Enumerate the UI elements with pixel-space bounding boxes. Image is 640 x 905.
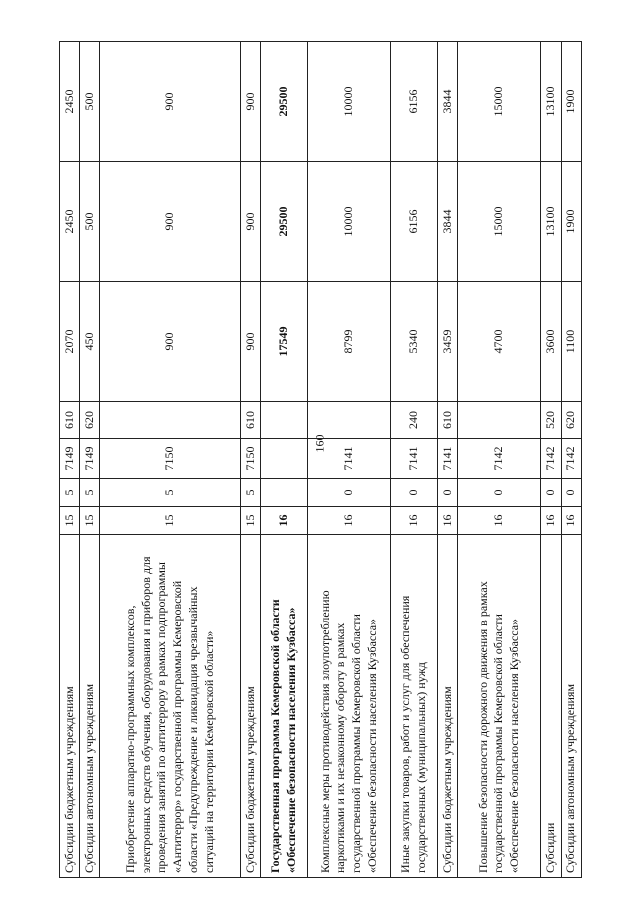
subprogram-code: 0 (458, 479, 541, 507)
value-year-2: 2450 (60, 162, 80, 282)
program-code: 15 (100, 507, 241, 535)
expense-type-code: 620 (561, 402, 581, 439)
value-year-3: 900 (241, 42, 261, 162)
table-row (561, 42, 581, 878)
value-year-3: 500 (80, 42, 100, 162)
value-year-2: 13100 (541, 162, 561, 282)
direction-code: 7142 (561, 439, 581, 479)
program-code: 16 (458, 507, 541, 535)
value-year-1: 450 (80, 282, 100, 402)
program-code: 16 (438, 507, 458, 535)
table-row (458, 42, 541, 878)
program-code: 16 (391, 507, 438, 535)
subprogram-code: 0 (438, 479, 458, 507)
subprogram-code: 0 (541, 479, 561, 507)
value-year-2: 3844 (438, 162, 458, 282)
subprogram-code: 0 (561, 479, 581, 507)
expense-type-code: 610 (241, 402, 261, 439)
program-code: 16 (541, 507, 561, 535)
direction-code: 7150 (241, 439, 261, 479)
program-code: 15 (60, 507, 80, 535)
row-name: Субсидии автономным учреждениям (80, 535, 100, 878)
expense-type-code (458, 402, 541, 439)
expense-type-code: 240 (391, 402, 438, 439)
direction-code: 7150 (100, 439, 241, 479)
table-row (60, 42, 80, 878)
table-row (241, 42, 261, 878)
direction-code: 7142 (458, 439, 541, 479)
budget-table (59, 41, 582, 878)
value-year-2: 29500 (261, 162, 308, 282)
table-row (80, 42, 100, 878)
direction-code: 7141 (308, 439, 391, 479)
direction-code: 7141 (391, 439, 438, 479)
expense-type-code: 520 (541, 402, 561, 439)
program-code: 16 (308, 507, 391, 535)
table-row (391, 42, 438, 878)
row-name: Субсидии (541, 535, 561, 878)
value-year-2: 900 (241, 162, 261, 282)
row-name: Субсидии бюджетным учреждениям (438, 535, 458, 878)
value-year-3: 6156 (391, 42, 438, 162)
program-code: 16 (561, 507, 581, 535)
value-year-1: 1100 (561, 282, 581, 402)
value-year-2: 6156 (391, 162, 438, 282)
program-code: 16 (261, 507, 308, 535)
value-year-1: 8799 (308, 282, 391, 402)
direction-code (261, 439, 308, 479)
row-name: Государственная программа Кемеровской области «Обеспечение безопасности населения Кузбасса» (261, 535, 308, 878)
expense-type-code: 610 (60, 402, 80, 439)
value-year-3: 1900 (561, 42, 581, 162)
program-code: 15 (241, 507, 261, 535)
expense-type-code: 620 (80, 402, 100, 439)
table-row (100, 42, 241, 878)
value-year-1: 900 (100, 282, 241, 402)
subprogram-code: 0 (391, 479, 438, 507)
value-year-3: 900 (100, 42, 241, 162)
expense-type-code: 610 (438, 402, 458, 439)
subprogram-code: 5 (80, 479, 100, 507)
row-name: Иные закупки товаров, работ и услуг для обеспечения государственных (муниципальных) нужд (391, 535, 438, 878)
rotated-table-container (59, 42, 582, 878)
value-year-1: 2070 (60, 282, 80, 402)
value-year-3: 13100 (541, 42, 561, 162)
value-year-1: 3459 (438, 282, 458, 402)
page-number: 160 (312, 434, 327, 453)
program-code: 15 (80, 507, 100, 535)
value-year-1: 4700 (458, 282, 541, 402)
subprogram-code: 5 (60, 479, 80, 507)
direction-code: 7141 (438, 439, 458, 479)
value-year-1: 900 (241, 282, 261, 402)
subprogram-code: 5 (241, 479, 261, 507)
value-year-2: 10000 (308, 162, 391, 282)
table-row (541, 42, 561, 878)
expense-type-code (308, 402, 391, 439)
subprogram-code: 5 (100, 479, 241, 507)
table-row (308, 42, 391, 878)
value-year-3: 10000 (308, 42, 391, 162)
value-year-3: 15000 (458, 42, 541, 162)
value-year-3: 29500 (261, 42, 308, 162)
value-year-2: 900 (100, 162, 241, 282)
value-year-2: 15000 (458, 162, 541, 282)
value-year-1: 5340 (391, 282, 438, 402)
subprogram-code: 0 (308, 479, 391, 507)
subprogram-code (261, 479, 308, 507)
value-year-1: 17549 (261, 282, 308, 402)
direction-code: 7149 (80, 439, 100, 479)
row-name: Комплексные меры противодействия злоупотреблению наркотиками и их незаконному обороту в рамках государственной программы Кемеровской области «Обеспечение безопасности населения Кузбасса» (308, 535, 391, 878)
table-row (438, 42, 458, 878)
value-year-3: 3844 (438, 42, 458, 162)
expense-type-code (100, 402, 241, 439)
value-year-2: 500 (80, 162, 100, 282)
table-row (261, 42, 308, 878)
value-year-2: 1900 (561, 162, 581, 282)
row-name: Приобретение аппаратно-программных комплексов, электронных средств обучения, оборудования и приборов для проведения занятий по антитеррору в рамках подпрограммы «Антитеррор» государственной программы Кемеровской области «Предупреждение и ликвидация чрезвычайных ситуаций на территории Кемеровской области» (100, 535, 241, 878)
direction-code: 7142 (541, 439, 561, 479)
row-name: Субсидии бюджетным учреждениям (241, 535, 261, 878)
row-name: Повышение безопасности дорожного движения в рамках государственной программы Кемеровской области «Обеспечение безопасности населения Кузбасса» (458, 535, 541, 878)
row-name: Субсидии автономным учреждениям (561, 535, 581, 878)
direction-code: 7149 (60, 439, 80, 479)
expense-type-code (261, 402, 308, 439)
row-name: Субсидии бюджетным учреждениям (60, 535, 80, 878)
value-year-3: 2450 (60, 42, 80, 162)
value-year-1: 3600 (541, 282, 561, 402)
